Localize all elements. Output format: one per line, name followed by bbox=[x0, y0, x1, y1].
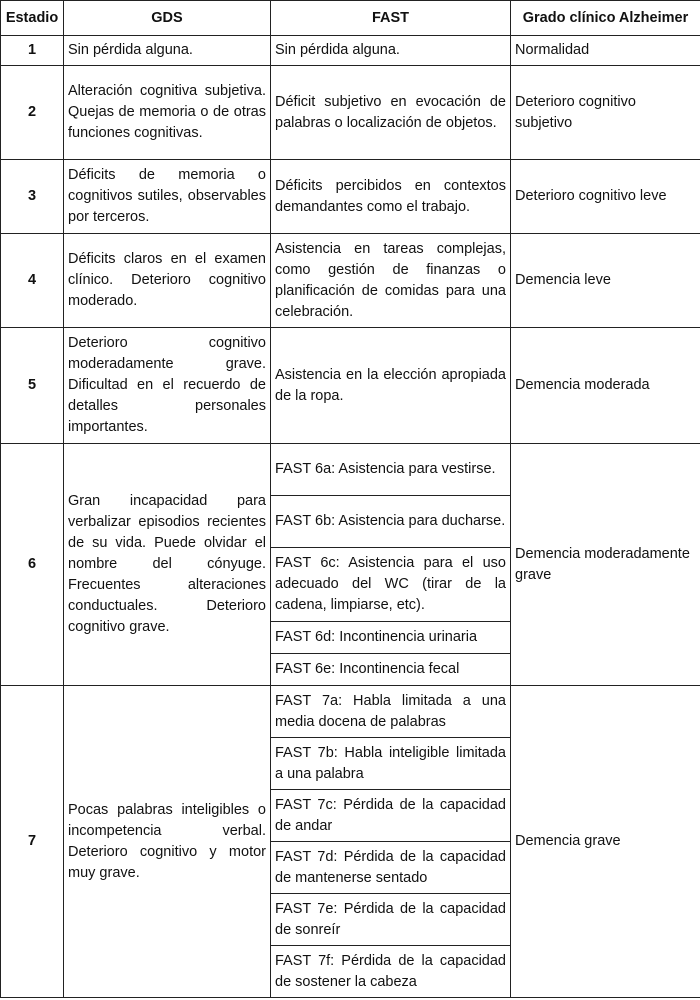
gds-cell: Gran incapacidad para verbalizar episodios recientes de su vida. Puede olvidar el nombre del cónyuge. Frecuentes alteraciones conductuales. Deterioro cognitivo grave. bbox=[64, 444, 271, 686]
gds-cell: Alteración cognitiva subjetiva. Quejas de memoria o de otras funciones cognitivas. bbox=[64, 66, 271, 160]
stage-cell: 3 bbox=[1, 160, 64, 234]
table-row bbox=[1, 686, 700, 738]
stage-cell: 4 bbox=[1, 234, 64, 328]
table-row bbox=[1, 66, 700, 160]
grade-cell: Normalidad bbox=[511, 36, 700, 66]
gds-cell: Déficits de memoria o cognitivos sutiles, observables por terceros. bbox=[64, 160, 271, 234]
fast-cell: Asistencia en la elección apropiada de la ropa. bbox=[271, 328, 511, 444]
fast-subitem-6b: FAST 6b: Asistencia para ducharse. bbox=[271, 496, 511, 548]
fast-subitem-6c: FAST 6c: Asistencia para el uso adecuado del WC (tirar de la cadena, limpiarse, etc). bbox=[271, 548, 511, 622]
fast-cell: Déficits percibidos en contextos demandantes como el trabajo. bbox=[271, 160, 511, 234]
table-row bbox=[1, 444, 700, 496]
fast-subitem-6d: FAST 6d: Incontinencia urinaria bbox=[271, 622, 511, 654]
header-row bbox=[1, 1, 700, 36]
fast-subitem-6e: FAST 6e: Incontinencia fecal bbox=[271, 654, 511, 686]
grade-cell: Deterioro cognitivo subjetivo bbox=[511, 66, 700, 160]
table-row bbox=[1, 234, 700, 328]
header-grado: Grado clínico Alzheimer bbox=[511, 1, 700, 36]
fast-cell: Déficit subjetivo en evocación de palabras o localización de objetos. bbox=[271, 66, 511, 160]
grade-cell: Deterioro cognitivo leve bbox=[511, 160, 700, 234]
stage-cell: 6 bbox=[1, 444, 64, 686]
table-row bbox=[1, 328, 700, 444]
header-gds: GDS bbox=[64, 1, 271, 36]
fast-cell: Asistencia en tareas complejas, como gestión de finanzas o planificación de comidas para una celebración. bbox=[271, 234, 511, 328]
gds-cell: Sin pérdida alguna. bbox=[64, 36, 271, 66]
grade-cell: Demencia moderada bbox=[511, 328, 700, 444]
gds-cell: Pocas palabras inteligibles o incompetencia verbal. Deterioro cognitivo y motor muy grave. bbox=[64, 686, 271, 998]
table-row bbox=[1, 36, 700, 66]
header-fast: FAST bbox=[271, 1, 511, 36]
grade-cell: Demencia grave bbox=[511, 686, 700, 998]
stage-cell: 5 bbox=[1, 328, 64, 444]
header-estadio: Estadio bbox=[1, 1, 64, 36]
fast-cell: Sin pérdida alguna. bbox=[271, 36, 511, 66]
fast-subitem-7b: FAST 7b: Habla inteligible limitada a una palabra bbox=[271, 738, 511, 790]
fast-subitem-7f: FAST 7f: Pérdida de la capacidad de sostener la cabeza bbox=[271, 946, 511, 998]
gds-cell: Déficits claros en el examen clínico. Deterioro cognitivo moderado. bbox=[64, 234, 271, 328]
grade-cell: Demencia leve bbox=[511, 234, 700, 328]
stage-cell: 7 bbox=[1, 686, 64, 998]
fast-subitem-6a: FAST 6a: Asistencia para vestirse. bbox=[271, 444, 511, 496]
table-row bbox=[1, 160, 700, 234]
fast-subitem-7d: FAST 7d: Pérdida de la capacidad de mantenerse sentado bbox=[271, 842, 511, 894]
grade-cell: Demencia moderadamente grave bbox=[511, 444, 700, 686]
fast-subitem-7e: FAST 7e: Pérdida de la capacidad de sonreír bbox=[271, 894, 511, 946]
fast-subitem-7a: FAST 7a: Habla limitada a una media docena de palabras bbox=[271, 686, 511, 738]
stage-cell: 2 bbox=[1, 66, 64, 160]
gds-cell: Deterioro cognitivo moderadamente grave. Dificultad en el recuerdo de detalles personales importantes. bbox=[64, 328, 271, 444]
fast-subitem-7c: FAST 7c: Pérdida de la capacidad de andar bbox=[271, 790, 511, 842]
stage-cell: 1 bbox=[1, 36, 64, 66]
